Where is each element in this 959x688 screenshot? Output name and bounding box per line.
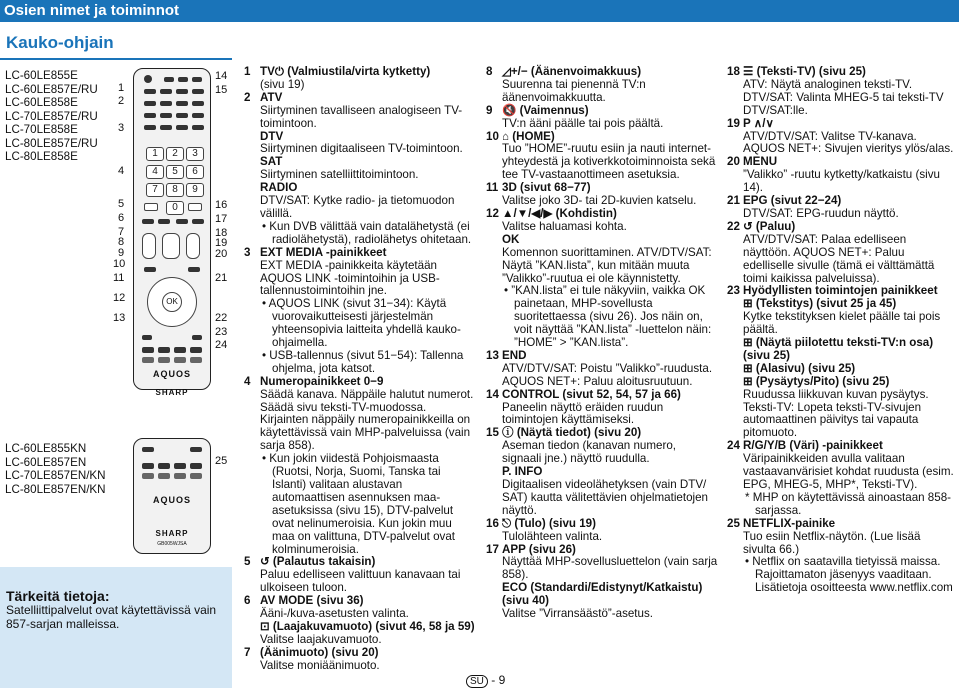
callout-8: 8: [118, 236, 125, 248]
item-4: 4 Numeropainikkeet 0−9 Säädä kanava. Näppäile halutut numerot. Säädä sivu teksti-TV-muodossa. Kirjainten näppäily numeropainikkeilla on käytettävissä vain MHP-palveluissa (vain sarja 858). • Kun jokin viidestä Pohjoismaasta (Ruotsi, Norja, Suomi, Tanska tai Islanti) valitaan alustavan automaattisen asennuksen maa-asetuksissa (sivu 15), DTV-palvelut ovat nelinumeroisia. Kun jokin muu maa on valittuna, DTV-palvelut ovat kolminumeroisia.: [244, 374, 474, 556]
item-2: 2 ATV Siirtyminen tavalliseen analogiseen TV-toimintoon. DTV Siirtyminen digitaaliseen TV-toimintoon. SAT Siirtyminen satelliittitoimintoon. RADIO DTV/SAT: Kytke radio- ja tietomuodon välillä. • Kun DVB välittää vain datalähetystä (ei radiolähetystä), radiolähetys ohitetaan.: [244, 90, 472, 246]
callout-19: 19: [215, 237, 228, 249]
callout-18: 18: [215, 227, 228, 239]
item-14: 14 CONTROL (sivut 52, 54, 57 ja 66) Paneelin näyttö eräiden ruudun toimintojen käyttämiseksi.: [486, 387, 681, 427]
note-text: Satelliittipalvelut ovat käytettävissä vain 857-sarjan malleissa.: [6, 603, 217, 631]
description-column-3: [727, 66, 955, 595]
key-3: 3: [186, 147, 204, 161]
callout-10: 10: [113, 258, 126, 270]
callout-5: 5: [118, 198, 125, 210]
item-19: 19 P ∧/∨ ATV/DTV/SAT: Valitse TV-kanava. AQUOS NET+: Sivujen vieritys ylös/alas.: [727, 116, 954, 156]
maker-logo: SHARP: [155, 529, 189, 538]
callout-6: 6: [118, 212, 125, 224]
item-12: 12 ▲/▼/◀/▶ (Kohdistin) Valitse haluamasi kohta. OK Komennon suorittaminen. ATV/DTV/SAT: Näytä ”KAN.lista”, kun mitään muuta ”Valikko”-ruutua ei ole käynnistetty. • ”KAN.lista” ei tule näkyviin, vaikka OK painetaan, MHP-sovellusta suoritettaessa (sivu 26). Jos näin on, voit näyttää ”KAN.lista” -luettelon näin: ”HOME” > ”KAN.lista”.: [486, 206, 712, 350]
language-badge: SU: [466, 675, 488, 688]
callout-25: 25: [215, 455, 228, 467]
callout-15: 15: [215, 84, 228, 96]
model: LC-60LE855KN: [5, 442, 87, 455]
callout-1: 1: [118, 82, 125, 94]
page-header: Osien nimet ja toiminnot: [0, 0, 959, 22]
item-9: 9 🔇 (Vaimennus) TV:n ääni päälle tai pois päältä.: [486, 103, 664, 130]
item-15: 15 ⓘ (Näytä tiedot) (sivu 20) Aseman tiedon (kanavan numero, signaali jne.) näyttö ruudulla. P. INFO Digitaalisen videolähetyksen (vain DTV/ SAT) kautta välitettävien ohjelmatietojen näyttö.: [486, 426, 709, 517]
model-list-bottom: [5, 442, 106, 496]
callout-21: 21: [215, 272, 228, 284]
key-2: 2: [166, 147, 184, 161]
item-22: 22 ↺ (Paluu) ATV/DTV/SAT: Palaa edelliseen näyttöön. AQUOS NET+: Paluu edelliselle sivulle (tämä ei välttämättä toimi kaikissa palveluissa).: [727, 219, 935, 285]
maker-logo: SHARP: [155, 388, 189, 397]
key-7: 7: [146, 183, 164, 197]
item-20: 20 MENU ”Valikko” -ruutu kytketty/katkaistu (sivu 14).: [727, 155, 940, 195]
key-4: 4: [146, 165, 164, 179]
callout-14: 14: [215, 70, 228, 82]
callout-4: 4: [118, 165, 125, 177]
callout-12: 12: [113, 292, 126, 304]
description-column-1: [244, 66, 476, 673]
key-0: 0: [166, 201, 184, 215]
item-11: 11 3D (sivut 68−77) Valitse joko 3D- tai 2D-kuvien katselu.: [486, 181, 697, 208]
item-6: 6 AV MODE (sivu 36) Ääni-/kuva-asetusten valinta. ⊡ (Laajakuvamuoto) (sivut 46, 58 ja 59) Valitse laajakuvamuoto.: [244, 594, 475, 646]
item-18: 18 ☰ (Teksti-TV) (sivu 25) ATV: Näytä analoginen teksti-TV. DTV/SAT: Valinta MHEG-5 tai teksti-TV DTV/SAT:lle.: [727, 65, 944, 117]
brand-logo: AQUOS: [152, 369, 191, 379]
callout-13: 13: [113, 312, 126, 324]
item-7: 7 (Äänimuoto) (sivu 20) Valitse moniäänimuoto.: [244, 645, 380, 672]
callout-22: 22: [215, 312, 228, 324]
model: LC-60LE858E: [5, 96, 78, 109]
callout-11: 11: [113, 272, 125, 284]
callout-2: 2: [118, 95, 125, 107]
section-title: Kauko-ohjain: [6, 33, 114, 52]
page-number: [466, 673, 505, 688]
description-column-2: [486, 66, 718, 621]
key-6: 6: [186, 165, 204, 179]
item-16: 16 ⎋ (Tulo) (sivu 19) Tulolähteen valinta.: [486, 516, 603, 543]
callout-7: 7: [118, 226, 125, 238]
item-3: 3 EXT MEDIA -painikkeet EXT MEDIA -painikkeita käytetään AQUOS LINK -toimintoihin ja USB-tallennustoimintoihin jne. • AQUOS LINK (sivut 31−34): Käytä vuorovaikutteisesti järjestelmän yhteensopivia laitteita yhdellä kauko-ohjaimella. • USB-tallennus (sivut 51−54): Tallenna ohjelma, jota katsot.: [244, 245, 464, 375]
remote-illustration-top: [133, 68, 211, 390]
callout-23: 23: [215, 326, 228, 338]
model-list-top: [5, 69, 98, 164]
key-9: 9: [186, 183, 204, 197]
brand-logo: AQUOS: [152, 495, 191, 505]
remote-illustration-bottom: [133, 438, 211, 554]
callout-3: 3: [118, 122, 125, 134]
item-21: 21 EPG (sivut 22−24) DTV/SAT: EPG-ruudun näyttö.: [727, 194, 899, 220]
ok-key: OK: [162, 292, 182, 312]
note-title: Tärkeitä tietoja:: [6, 588, 110, 604]
item-10: 10 ⌂ (HOME) Tuo ”HOME”-ruutu esiin ja nauti internet-yhteydestä ja kotiverkkotoiminnoista sekä tee TV-vastaanottimeen asetuksia.: [486, 129, 716, 182]
item-17: 17 APP (sivu 26) Näyttää MHP-sovellusluettelon (vain sarja 858). ECO (Standardi/Edistynyt/Katkaistu) (sivu 40) Valitse ”Virransäästö”-asetus.: [486, 542, 718, 621]
model: LC-70LE858E: [5, 123, 78, 136]
key-1: 1: [146, 147, 164, 161]
model: LC-60LE857E/RU: [5, 82, 98, 96]
model: LC-80LE857E/RU: [5, 136, 98, 150]
model: LC-60LE857EN: [5, 455, 87, 469]
key-8: 8: [166, 183, 184, 197]
section-rule: [0, 58, 232, 60]
remote-code: GB005WJSA: [157, 541, 187, 547]
item-24: 24 R/G/Y/B (Väri) -painikkeet Väripainikkeiden avulla valitaan vastaavanvärisiet kohdat ruudusta (esim. EPG, MHEG-5, MHP*, Teksti-TV). * MHP on käytettävissä ainoastaan 858-sarjassa.: [727, 439, 954, 517]
callout-9: 9: [118, 247, 125, 259]
item-1: 1 TV⏻ (Valmiustila/virta kytketty) (sivu 19): [244, 65, 431, 91]
callout-24: 24: [215, 339, 228, 351]
page-number-text: - 9: [491, 673, 506, 687]
item-5: 5 ↺ (Palautus takaisin) Paluu edelliseen valittuun kanavaan tai ulkoiseen tuloon.: [244, 555, 461, 595]
item-8: 8 ◿+/− (Äänenvoimakkuus) Suurenna tai pienennä TV:n äänenvoimakkuutta.: [486, 65, 646, 104]
callout-16: 16: [215, 199, 228, 211]
model: LC-80LE858E: [5, 150, 78, 163]
model: LC-70LE857EN/KN: [5, 469, 106, 482]
model: LC-60LE855E: [5, 69, 78, 82]
callout-17: 17: [215, 213, 228, 225]
item-25: 25 NETFLIX-painike Tuo esiin Netflix-näytön. (Lue lisää sivulta 66.) • Netflix on saatavilla tietyissä maissa. Rajoittamaton jäsenyys vaaditaan. Lisätietoja osoitteesta www.netflix.com: [727, 516, 953, 595]
item-23: 23 Hyödyllisten toimintojen painikkeet ⊞ (Tekstitys) (sivut 25 ja 45) Kytke tekstityksen kielet päälle tai pois päältä. ⊞ (Näytä piilotettu teksti-TV:n osa) (sivu 25) ⊞ (Alasivu) (sivu 25) ⊞ (Pysäytys/Pito) (sivu 25) Ruudussa liikkuvan kuvan pysäytys. Teksti-TV: Lopeta teksti-TV-sivujen automaattinen päivitys tai vapauta pitomuoto.: [727, 284, 941, 440]
model: LC-80LE857EN/KN: [5, 482, 106, 496]
key-5: 5: [166, 165, 184, 179]
model: LC-70LE857E/RU: [5, 109, 98, 123]
callout-20: 20: [215, 248, 228, 260]
item-13: 13 END ATV/DTV/SAT: Poistu ”Valikko”-ruudusta. AQUOS NET+: Paluu aloitusruutuun.: [486, 348, 713, 388]
